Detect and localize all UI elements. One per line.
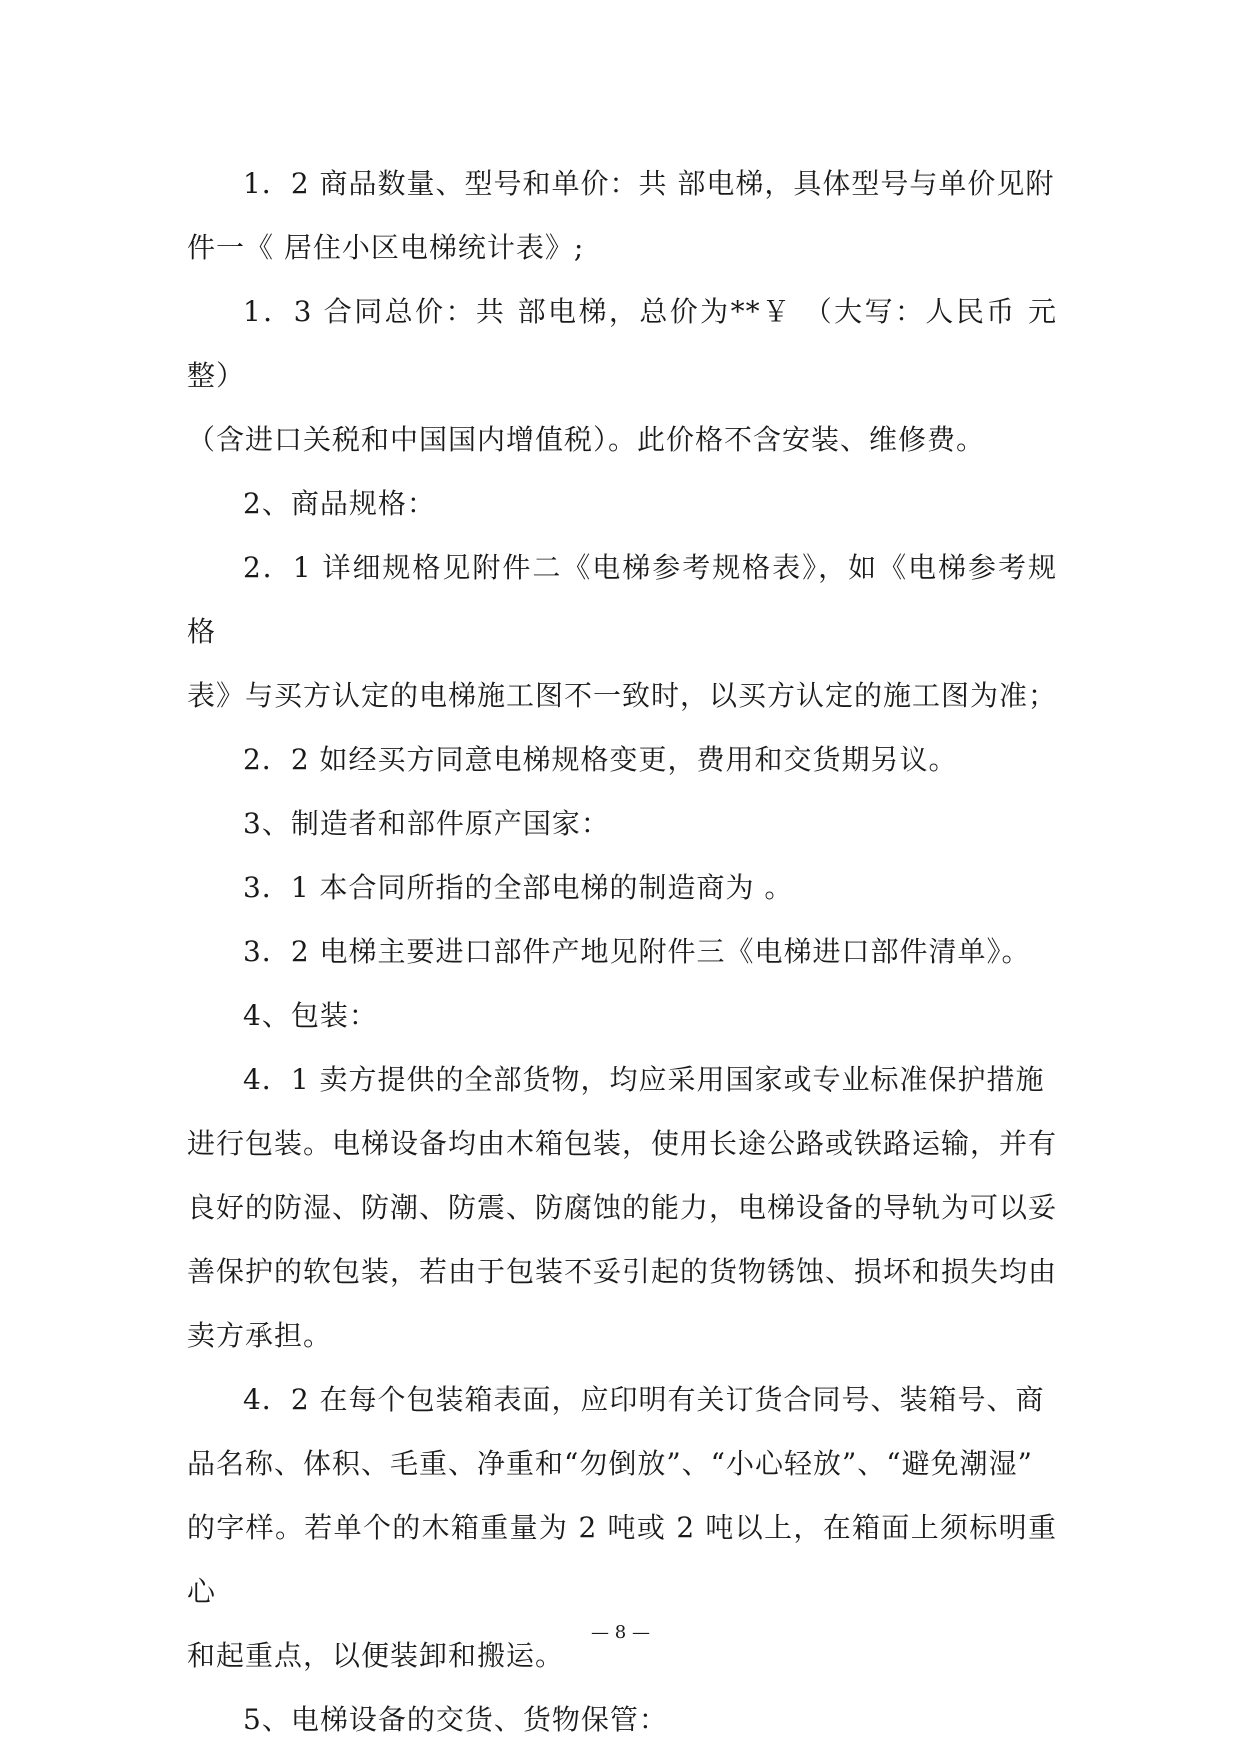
text-line: 2．1 详细规格见附件二《电梯参考规格表》，如《电梯参考规格 (187, 551, 1057, 648)
page-number: — 8 — (591, 1622, 650, 1643)
text-line: 和起重点，以便装卸和搬运。 (187, 1639, 565, 1672)
document-body (187, 152, 1057, 1752)
paragraph-1-3 (187, 280, 1057, 472)
text-line: 2、商品规格： (243, 487, 436, 520)
section-heading-5 (187, 1688, 1057, 1752)
text-line: 4、包装： (243, 999, 378, 1032)
paragraph-3-2 (187, 920, 1057, 984)
text-line: 件一《 居住小区电梯统计表》; (187, 231, 585, 264)
text-line: 1．2 商品数量、型号和单价：共 部电梯，具体型号与单价见附 (243, 167, 1055, 200)
paragraph-1-2 (187, 152, 1057, 280)
text-line: 3、制造者和部件原产国家： (243, 807, 610, 840)
section-heading-2 (187, 472, 1057, 536)
text-line: 进行包装。电梯设备均由木箱包装，使用长途公路或铁路运输，并有 (187, 1127, 1058, 1160)
text-line: 的字样。若单个的木箱重量为 2 吨或 2 吨以上，在箱面上须标明重心 (187, 1511, 1057, 1608)
text-line: 1．3 合同总价：共 部电梯，总价为**￥ （大写：人民币 元整） (187, 295, 1057, 392)
paragraph-2-2 (187, 728, 1057, 792)
section-heading-3 (187, 792, 1057, 856)
text-line: 5、电梯设备的交货、货物保管： (243, 1703, 668, 1736)
text-line: 品名称、体积、毛重、净重和“勿倒放”、“小心轻放”、“避免潮湿” (187, 1447, 1033, 1480)
text-line: 善保护的软包装，若由于包装不妥引起的货物锈蚀、损坏和损失均由 (187, 1255, 1058, 1288)
text-line: 3．2 电梯主要进口部件产地见附件三《电梯进口部件清单》。 (243, 935, 1031, 968)
text-line: 2．2 如经买方同意电梯规格变更，费用和交货期另议。 (243, 743, 958, 776)
text-line: 表》与买方认定的电梯施工图不一致时，以买方认定的施工图为准； (187, 679, 1058, 712)
text-line: 3．1 本合同所指的全部电梯的制造商为 。 (243, 871, 794, 904)
paragraph-3-1 (187, 856, 1057, 920)
paragraph-4-1 (187, 1048, 1057, 1368)
text-line: 4．1 卖方提供的全部货物，均应采用国家或专业标准保护措施 (243, 1063, 1045, 1096)
text-line: （含进口关税和中国国内增值税）。此价格不含安装、维修费。 (187, 423, 986, 456)
paragraph-2-1 (187, 536, 1057, 728)
text-line: 良好的防湿、防潮、防震、防腐蚀的能力，电梯设备的导轨为可以妥 (187, 1191, 1058, 1224)
text-line: 卖方承担。 (187, 1319, 333, 1352)
section-heading-4 (187, 984, 1057, 1048)
text-line: 4．2 在每个包装箱表面，应印明有关订货合同号、装箱号、商 (243, 1383, 1045, 1416)
